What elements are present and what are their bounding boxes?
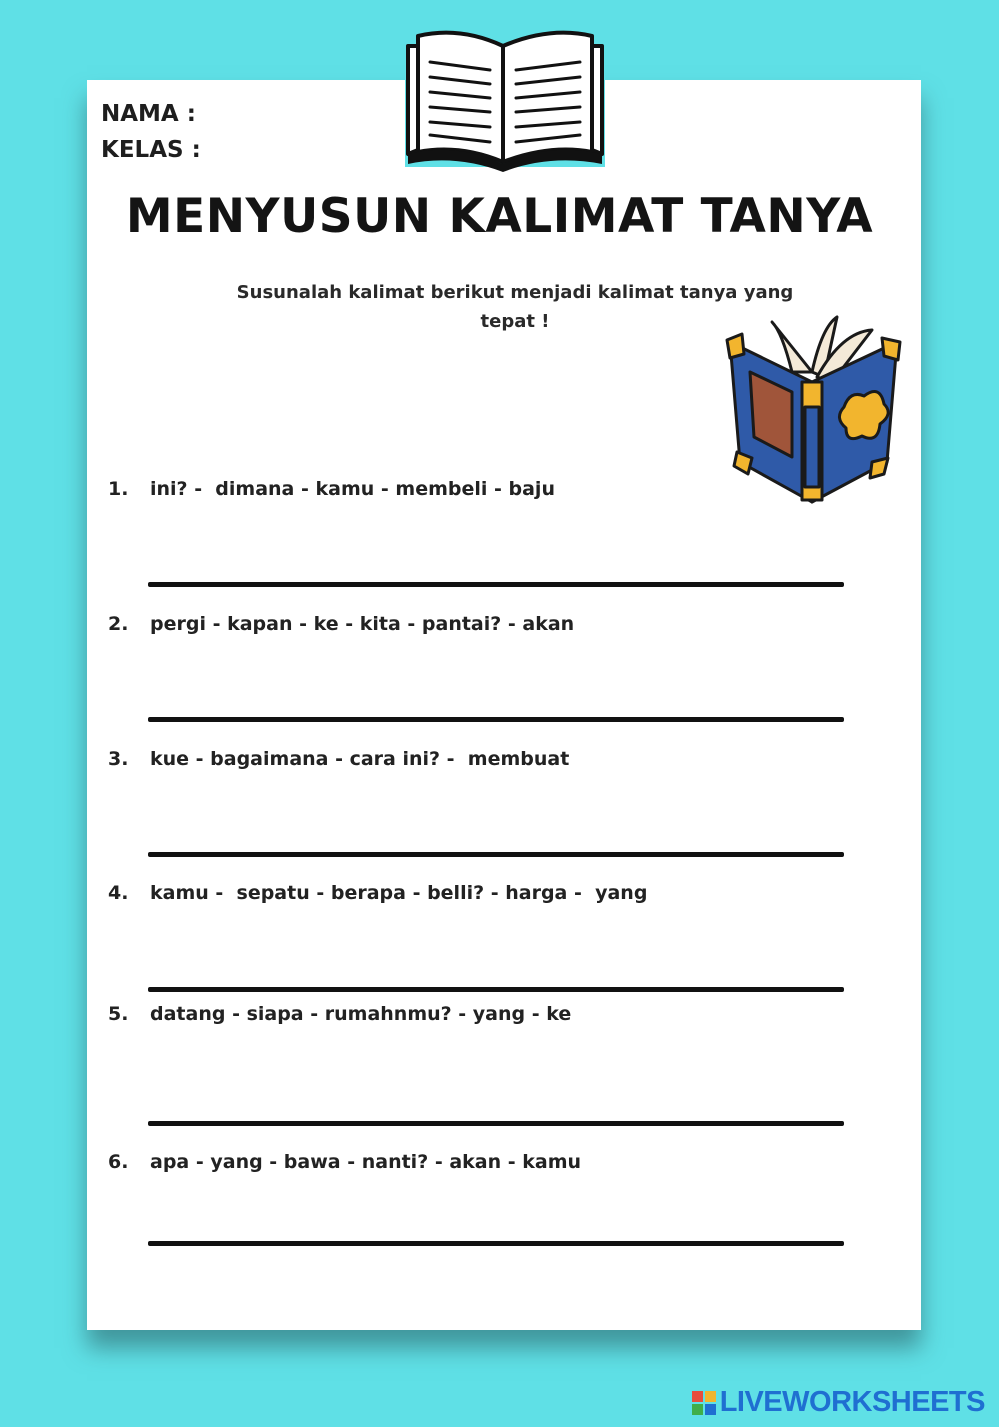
answer-line[interactable] <box>148 717 844 722</box>
answer-line[interactable] <box>148 852 844 857</box>
worksheet-page <box>87 80 921 1330</box>
open-book-icon <box>400 22 610 172</box>
instruction-text: Susunalah kalimat berikut menjadi kalimat tanya yang tepat ! <box>236 282 794 332</box>
question-number: 6. <box>108 1151 129 1173</box>
question-text: kue - bagaimana - cara ini? - membuat <box>150 748 570 770</box>
question-number: 1. <box>108 478 129 500</box>
question-number: 2. <box>108 613 129 635</box>
blue-book-icon <box>722 312 907 507</box>
class-label: KELAS : <box>101 137 201 163</box>
brand-name: LIVEWORKSHEETS <box>719 1386 985 1418</box>
question-number: 3. <box>108 748 129 770</box>
question-number: 4. <box>108 882 129 904</box>
question-text: apa - yang - bawa - nanti? - akan - kamu <box>150 1151 582 1173</box>
answer-line[interactable] <box>148 987 844 992</box>
question-number: 5. <box>108 1003 129 1025</box>
question-text: pergi - kapan - ke - kita - pantai? - akan <box>150 613 575 635</box>
answer-line[interactable] <box>148 1241 844 1246</box>
question-text: kamu - sepatu - berapa - belli? - harga - yang <box>150 882 648 904</box>
name-label: NAMA : <box>101 101 196 127</box>
liveworksheets-logo[interactable] <box>692 1386 985 1419</box>
question-text: ini? - dimana - kamu - membeli - baju <box>150 478 555 500</box>
question-text: datang - siapa - rumahnmu? - yang - ke <box>150 1003 572 1025</box>
answer-line[interactable] <box>148 1121 844 1126</box>
answer-line[interactable] <box>148 582 844 587</box>
page-title: MENYUSUN KALIMAT TANYA <box>125 189 874 244</box>
liveworksheets-logo-icon <box>692 1391 716 1415</box>
